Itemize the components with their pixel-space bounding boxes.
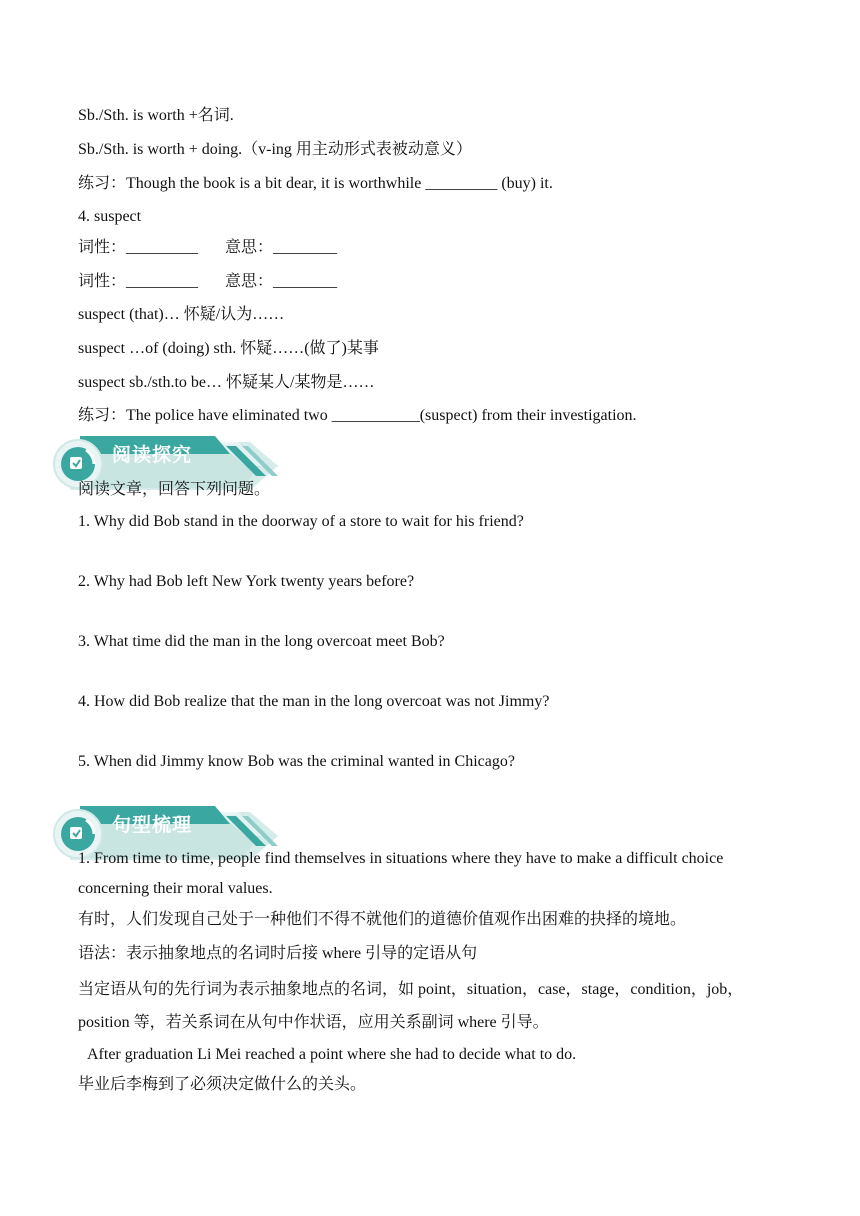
key-sentence-translation: 有时，人们发现自己处于一种他们不得不就他们的道德价值观作出困难的抉择的境地。 [78,911,687,928]
suspect-usage: suspect (that)… 怀疑/认为…… [78,306,285,323]
reading-instruction: 阅读文章，回答下列问题。 [78,481,271,498]
reading-question: 4. How did Bob realize that the man in the long overcoat was not Jimmy? [78,693,550,710]
reading-banner-title: 阅读探究 [112,444,193,466]
suspect-pos-row-2 [78,272,337,292]
meaning-blank: 意思：________ [225,273,338,290]
worth-rule-noun: Sb./Sth. is worth +名词. [78,107,234,124]
worth-rule-doing: Sb./Sth. is worth + doing.（v-ing 用主动形式表被动意义） [78,141,472,158]
grammar-note: 语法：表示抽象地点的名词时后接 where 引导的定语从句 [78,945,478,962]
reading-question: 1. Why did Bob stand in the doorway of a store to wait for his friend? [78,513,524,530]
suspect-usage: suspect …of (doing) sth. 怀疑……(做了)某事 [78,340,379,357]
example-sentence: After graduation Li Mei reached a point where she had to decide what to do. [87,1046,577,1063]
part-of-speech-blank: 词性：_________ [78,239,199,256]
worth-exercise: 练习：Though the book is a bit dear, it is worthwhile _________ (buy) it. [78,175,553,192]
reading-question: 2. Why had Bob left New York twenty years before? [78,573,415,590]
suspect-usage: suspect sb./sth.to be… 怀疑某人/某物是…… [78,374,375,391]
sentence-banner-title: 句型梳理 [112,814,193,836]
suspect-heading: 4. suspect [78,208,142,225]
suspect-pos-row-1 [78,238,337,258]
reading-question: 3. What time did the man in the long overcoat meet Bob? [78,633,445,650]
example-translation: 毕业后李梅到了必须决定做什么的关头。 [78,1076,367,1093]
meaning-blank: 意思：________ [225,239,338,256]
part-of-speech-blank: 词性：_________ [78,273,199,290]
reading-question: 5. When did Jimmy know Bob was the criminal wanted in Chicago? [78,753,515,770]
suspect-exercise: 练习：The police have eliminated two ___________(suspect) from their investigation. [78,407,637,424]
key-sentence: 1. From time to time, people find themselves in situations where they have to make a difficult choice concerning their moral values. [78,850,724,897]
grammar-explanation: 当定语从句的先行词为表示抽象地点的名词，如 point，situation，case，stage，condition，job，position 等，若关系词在从句中作状语，应用关系副词 where 引导。 [78,981,744,1031]
